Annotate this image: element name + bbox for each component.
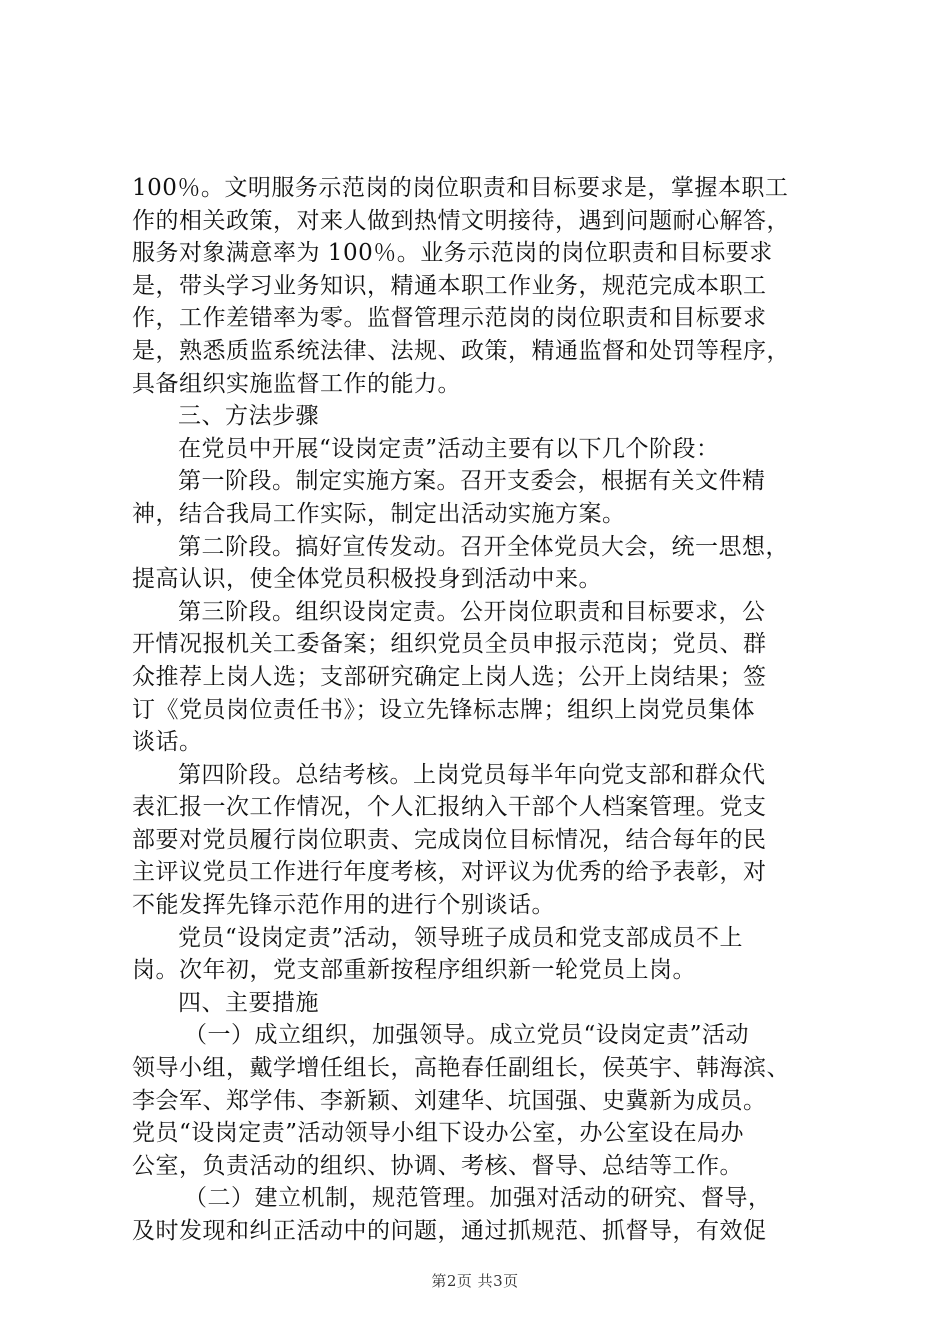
section-heading: 四、主要措施 [178,989,319,1016]
text-line: 服务对象满意率为 100％。业务示范岗的岗位职责和目标要求 [132,240,773,267]
text-line: 具备组织实施监督工作的能力。 [132,370,461,397]
text-line: 表汇报一次工作情况，个人汇报纳入干部个人档案管理。党支 [132,794,767,821]
text-line: 在党员中开展“设岗定责”活动主要有以下几个阶段： [178,435,720,462]
text-line: （二）建立机制，规范管理。加强对活动的研究、督导， [184,1185,772,1212]
text-line: 李会军、郑学伟、李新颖、刘建华、坑国强、史冀新为成员。 [132,1087,767,1114]
text-line: （一）成立组织，加强领导。成立党员“设岗定责”活动 [184,1022,750,1049]
text-line: 是，带头学习业务知识，精通本职工作业务，规范完成本职工 [132,272,767,299]
text-line: 第二阶段。搞好宣传发动。召开全体党员大会，统一思想， [178,533,789,560]
text-line: 领导小组，戴学增任组长，高艳春任副组长，侯英宇、韩海滨、 [132,1055,790,1082]
text-line: 作，工作差错率为零。监督管理示范岗的岗位职责和目标要求 [132,305,767,332]
text-line: 作的相关政策，对来人做到热情文明接待，遇到问题耐心解答， [132,207,790,234]
text-line: 部要对党员履行岗位职责、完成岗位目标情况，结合每年的民 [132,826,767,853]
text-line: 岗。次年初，党支部重新按程序组织新一轮党员上岗。 [132,957,696,984]
text-line: 公室，负责活动的组织、协调、考核、督导、总结等工作。 [132,1152,743,1179]
text-line: 不能发挥先锋示范作用的进行个别谈话。 [132,892,555,919]
page-number-footer: 第2页 共3页 [431,1272,519,1290]
section-heading: 三、方法步骤 [178,403,319,430]
text-line: 订《党员岗位责任书》；设立先锋标志牌；组织上岗党员集体 [132,696,755,723]
text-line: 及时发现和纠正活动中的问题，通过抓规范、抓督导，有效促 [132,1218,767,1244]
text-line: 第四阶段。总结考核。上岗党员每半年向党支部和群众代 [178,761,766,788]
text-line: 第三阶段。组织设岗定责。公开岗位职责和目标要求，公 [178,598,766,625]
text-line: 众推荐上岗人选；支部研究确定上岗人选；公开上岗结果；签 [132,663,767,690]
document-body [132,172,832,1248]
text-line: 神，结合我局工作实际，制定出活动实施方案。 [132,500,626,527]
text-line: 提高认识，使全体党员积极投身到活动中来。 [132,566,602,593]
text-line: 100％。文明服务示范岗的岗位职责和目标要求是，掌握本职工 [132,175,789,201]
text-line: 开情况报机关工委备案；组织党员全员申报示范岗；党员、群 [132,631,767,658]
text-line: 党员“设岗定责”活动，领导班子成员和党支部成员不上 [178,924,744,951]
text-line: 党员“设岗定责”活动领导小组下设办公室，办公室设在局办 [132,1120,745,1147]
text-line: 第一阶段。制定实施方案。召开支委会，根据有关文件精 [178,468,766,495]
text-line: 主评议党员工作进行年度考核，对评议为优秀的给予表彰，对 [132,859,767,886]
text-line: 是，熟悉质监系统法律、法规、政策，精通监督和处罚等程序， [132,337,790,364]
text-line: 谈话。 [132,729,203,756]
